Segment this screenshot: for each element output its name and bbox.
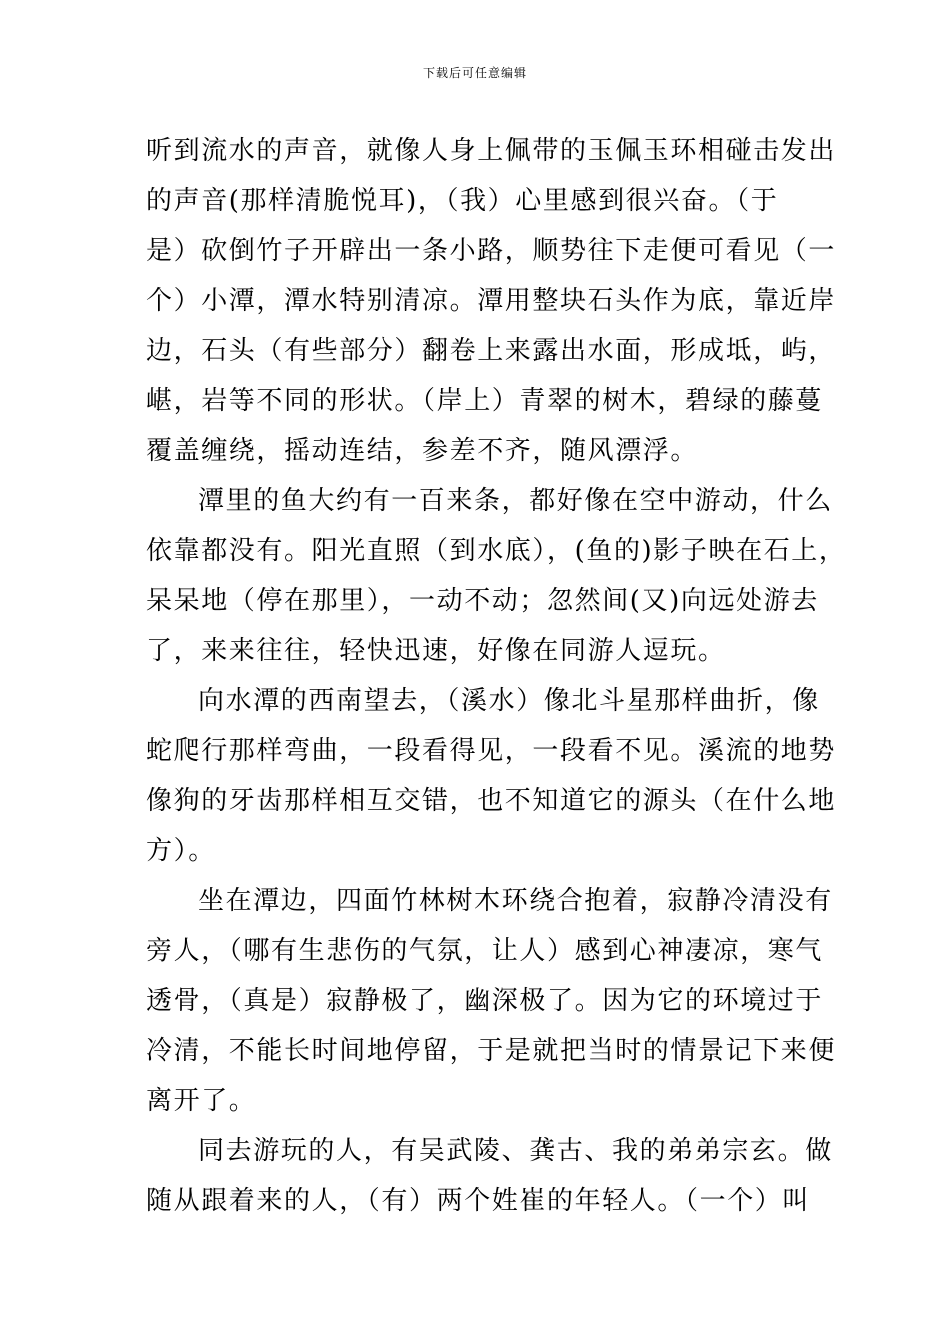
text-line: 覆盖缠绕，摇动连结，参差不齐，随风漂浮。 <box>146 436 699 466</box>
text-line: 旁人，（哪有生悲伤的气氛，让人）感到心神凄凉，寒气 <box>146 936 824 966</box>
text-line: 随从跟着来的人，（有）两个姓崔的年轻人。（一个）叫 <box>146 1186 811 1216</box>
text-line: 是）砍倒竹子开辟出一条小路，顺势往下走便可看见（一 <box>146 236 837 266</box>
paragraph-start-line: 向水潭的西南望去，（溪水）像北斗星那样曲折，像 <box>198 686 820 716</box>
page-header: 下载后可任意编辑 <box>422 66 527 80</box>
text-line: 蛇爬行那样弯曲，一段看得见，一段看不见。溪流的地势 <box>146 736 837 766</box>
paragraph-start-line: 潭里的鱼大约有一百来条，都好像在空中游动，什么 <box>198 486 833 516</box>
text-line: 离开了。 <box>146 1086 257 1116</box>
text-line: 依靠都没有。阳光直照（到水底），(鱼的)影子映在石上， <box>146 536 847 566</box>
text-line: 边，石头（有些部分）翻卷上来露出水面，形成坻，屿， <box>146 336 837 366</box>
text-line: 听到流水的声音，就像人身上佩带的玉佩玉环相碰击发出 <box>146 136 837 166</box>
text-line: 透骨，（真是）寂静极了，幽深极了。因为它的环境过于 <box>146 986 824 1016</box>
text-line: 方）。 <box>146 836 216 866</box>
text-line: 嵁，岩等不同的形状。（岸上）青翠的树木，碧绿的藤蔓 <box>146 386 824 416</box>
text-line: 呆呆地（停在那里），一动不动；忽然间(又)向远处游去 <box>146 586 819 616</box>
paragraph-start-line: 坐在潭边，四面竹林树木环绕合抱着，寂静冷清没有 <box>198 886 833 916</box>
text-line: 个）小潭，潭水特别清凉。潭用整块石头作为底，靠近岸 <box>146 286 837 316</box>
body-text <box>146 126 847 1226</box>
text-line: 了，来来往往，轻快迅速，好像在同游人逗玩。 <box>146 636 726 666</box>
text-line: 冷清，不能长时间地停留，于是就把当时的情景记下来便 <box>146 1036 837 1066</box>
text-line: 像狗的牙齿那样相互交错，也不知道它的源头（在什么地 <box>146 786 837 816</box>
paragraph-start-line: 同去游玩的人，有吴武陵、龚古、我的弟弟宗玄。做 <box>198 1136 833 1166</box>
text-line: 的声音(那样清脆悦耳)，（我）心里感到很兴奋。（于 <box>146 186 779 216</box>
